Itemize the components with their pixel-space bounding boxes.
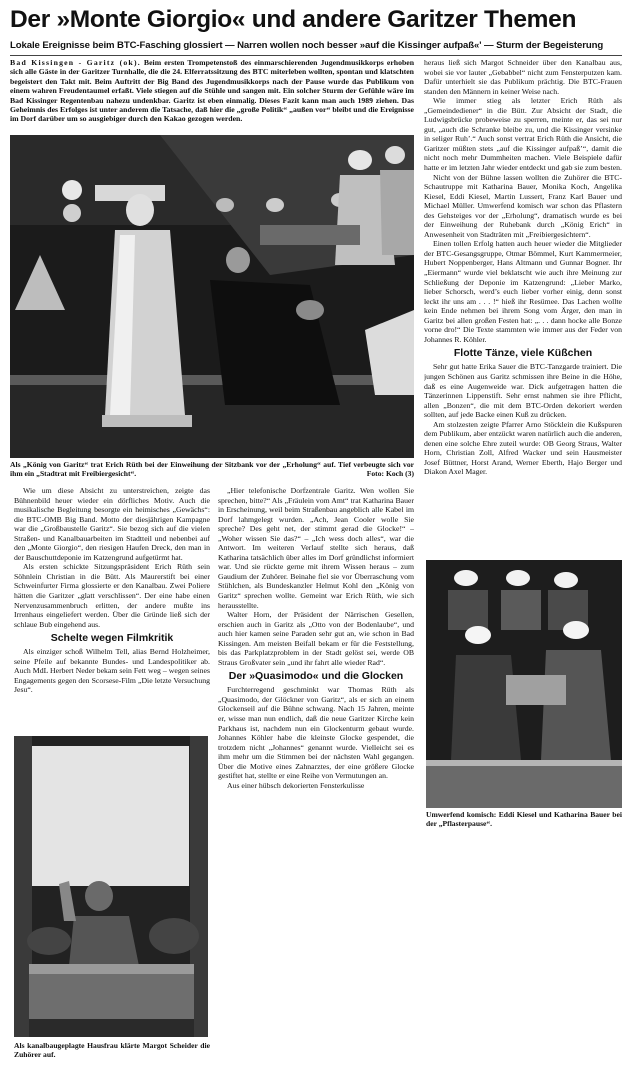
col1-paragraph: Als einziger schoß Wilhelm Tell, alias Bernd Holzheimer, seine Pfeile auf bekannte Bundes- und Landespolitiker ab. Auch MdL Herbert Neder bekam sein Fett weg – wegen seines Engagements gegen den Scorsese-Film „Die letzte Versuchung Jesu“. (14, 647, 210, 695)
bottom-left-caption-text: Als kanalbaugeplagte Hausfrau klärte Margot Scheider die Zuhörer auf. (14, 1041, 210, 1060)
right-caption-text: Umwerfend komisch: Eddi Kiesel und Katharina Bauer bei der „Pflasterpause“. (426, 810, 622, 829)
col3-paragraph: Nicht von der Bühne lassen wollten die Zuhörer die BTC-Schautruppe mit Katharina Bauer, Monika Koch, Angelika Kiesel, Eddi Kiesel, Martin Lussert, Franz Karl Bauer und Michael Müller. Umwerfend komisch war schon das Pflastern des Gehsteiges vor der „Erholung“, dramatisch wurde es bei der Einweihung der Ruhebank durch „König Erich“ in Anwesenheit von Stadträten mit „Freibiergesichtern“. (424, 172, 622, 239)
col3-paragraph: Am stolzesten zeigte Pfarrer Arno Stöcklein die Kußspuren dem Publikum, aber entzückt waren natürlich auch die anderen, denen eine solche Ehre zuteil wurde: OB Georg Straus, Walter Horn, Christian Zoll, Alfred Wacker und sein Hausmeister Josef Büttner, Horst Arand, Werner Eberth, Hajo Berger und Diakon Axel Mager. (424, 419, 622, 477)
col3-paragraph: heraus ließ sich Margot Schneider über den Kanalbau aus, wobei sie vor lauter „Gebabbel“ nicht zum Fensterputzen kam. Dafür unterhielt sie das Publikum prächtig. Die BTC-Frauen standen den Männern in keiner Weise nach. (424, 58, 622, 96)
bottom-left-photo (14, 736, 208, 1037)
col2-subheading: Der »Quasimodo« und die Glocken (228, 670, 404, 683)
right-photo-caption (426, 810, 622, 832)
lead-paragraph (10, 58, 414, 136)
col1-paragraph: Wie um diese Absicht zu unterstreichen, zeigte das Bühnenbild heuer wieder ein dörfliches Motiv. Auch die musikalische Begleitung besorgte ein heimisches „Gewächs“: die BTC-OMB Big Band. Motto der diesjährigen Kampagne war die „Großbaustelle Garitz“. Sie bezog sich auf die vielen Straßen- und Kanalbauarbeiten im Stadtteil und nebenbei auf den „Monte Giorgio“, den riesigen Haufen Dreck, den man in der Bauschuttdeponie im Katzengrund aufgetürmt hat. (14, 486, 210, 562)
main-photo (10, 135, 414, 458)
bottom-left-caption (14, 1041, 210, 1063)
photo-credit: Foto: Koch (3) (366, 469, 414, 479)
col2-paragraph: Walter Horn, der Präsident der Närrischen Gesellen, erschien auch in Garitz als „Otto von der Bodenlaube“, und auch hier kamen seine Paraden sehr gut an, wie schon in Bad Kissingen. Am meisten Beifall bekam er für die Feststellung, bis das Parkplatzproblem in der Stadt gelöst sei, werde OB Straus Großvater sein „und ihr fahrt alle wieder Rad“. (218, 610, 414, 667)
col3-paragraph: Einen tollen Erfolg hatten auch heuer wieder die Mitglieder der BTC-Gesangsgruppe, Otmar Bömmel, Kurt Kammermeier, Hubert Noppenberger, Hans Altmann und Gunnar Bogner. Ihr „Eiermann“ wurde viel beklatscht wie auch ihre Meinung zur Schließung der Deponie im Katzengrund: „Lieber Marko, lieber Schorsch, werd’s euch lieber vorher einig, denn sonst leckt ihr uns am . . . !“ hieß ihr Resümee. Das Lachen wollte kein Ende nehmen bei ihrem Song vom Ärger, den man in Garitz bei allen großen Festen hat: „. . . dann hocke alle Bonze vorne dro!“ Die Texte stammten wie immer aus der Feder von Johannes R. Köhler. (424, 239, 622, 344)
column-1-text (14, 486, 210, 742)
main-caption-text: Als „König von Garitz“ trat Erich Rüth bei der Einweihung der Sitzbank vor der „Erholung“ auf. Tief verbeugte sich vor ihm ein „Stadtrat mit Freibiergesicht“. (10, 460, 414, 479)
column-3-text (424, 58, 622, 554)
col2-paragraph: Aus einer hübsch dekorierten Fensterkulisse (227, 780, 365, 790)
lead-text: Beim ersten Trompetenstoß des einmarschierenden Jugendmusikkorps erhoben sich alle Gäste in der Garitzer Turnhalle, die die 24. Elferratssitzung des BTC miterleben wollten, spontan und klatschten begeistert den Takt mit. Beim Auftritt der Big Band des Jugendmusikkorps nach der Pause wurde das Publikum von einem wahren Freudentaumel erfaßt. Viele stiegen auf die Stühle und sangen mit. Ein solcher Sturm der Gefühle wäre im Bad Kissinger Regentenbau nahezu undenkbar. Garitz ist eben einmalig. Dieses Fazit kann man auch 1989 ziehen. Das Geheimnis des Erfolges ist unter anderem die Tatsache, daß hier die „große Politik“ „außen vor“ bleibt und die Ereignisse im Dorf darüber um so ausgiebiger durch den Kakao gezogen werden. (10, 58, 414, 124)
col1-paragraph: Als ersten schickte Sitzungspräsident Erich Rüth sein Söhnlein Christian in die Bütt. Als Maurerstift bei einer Schweinfurter Firma glossierte er den Kanalbau. Zwei Poliere hätten die Garitzer „glatt verschlissen“. Der eine habe einen Nervenzusammenbruch erlitten, der andere mußte ins Irrenhaus eingeliefert werden. Über die Gründe ließ sich der schlaue Bub eingehend aus. (14, 562, 210, 629)
window-scene-image (14, 736, 208, 1037)
divider (10, 55, 622, 56)
dateline: Bad Kissingen - Garitz (ok). (10, 58, 141, 67)
right-photo (426, 560, 622, 808)
col3-paragraph: Sehr gut hatte Erika Sauer die BTC-Tanzgarde trainiert. Die jungen Schönen aus Garitz schmissen ihre Beine in die Höhe, daß es eine Augenweide war. Dick aufgetragen hatten die Tänzerinnen Lippenstift. Sehr ernst nahmen sie ihre Pflicht, allen „Bonzen“, die mit dem BTC-Orden dekoriert werden sollten, auf jede Backe einen Kuß zu drücken. (424, 362, 622, 420)
headline: Der »Monte Giorgio« und andere Garitzer Themen (10, 6, 577, 33)
main-photo-caption (10, 460, 414, 482)
col2-paragraph: „Hier telefonische Dorfzentrale Garitz. Wen wollen Sie sprechen, bitte?“ Als „Fräulein vom Amt“ trat Katharina Bauer in Erscheinung, weil beim Straßenbau angeblich alle Kabel im Dorf lahmgelegt wurden. „Ach, Jean Cooler wolle Sie spreche? Des geht net, der stimmt gerad die Glocke!“ – „Woher wissen Sie das?“ – „Ich wess doch alles“, war die Antwort. Im weiteren Verlauf stellte sich heraus, daß Katharina tatsächlich über alles im Dorf gründlichst informiert war. Und sie rückte gerne mit ihrem Wissen heraus – zum Gaudium der Zuhörer. Beinahe fiel sie vor Überraschung vom Stühlchen, als Bundeskanzler Helmut Kohl den „König von Garitz“ sprechen wollte. Gemeint war Erich Rüth, wie sich herausstellte. (218, 486, 414, 610)
col1-subheading: Schelte wegen Filmkritik (50, 632, 174, 645)
pflasterpause-scene-image (426, 560, 622, 808)
col3-paragraph: Wie immer stieg als letzter Erich Rüth als „Gemeindediener“ in die Bütt. Zur Absicht der Stadt, die Ludwigsbrücke probeweise zu sperren, meinte er, das sei nur gut, „auch die Schranke bleibe zu, und die Kissinger versinke in seliger Ruh’.“ Auch sonst vertrat Erich Rüth die Ansicht, die Garitzer müßten stets „auf die Kissinger aufpaß’“, damit die nicht noch mehr Dummheiten machen. Viele Beispiele dafür hatte er im letzten Jahr wieder entdeckt und gab sie zum besten. (424, 96, 622, 173)
stage-scene-image (10, 135, 414, 458)
col3-subheading: Flotte Tänze, viele Küßchen (453, 347, 593, 360)
col2-paragraph: Furchterregend geschminkt war Thomas Rüth als „Quasimodo, der Glöckner von Garitz“, als er sich an einem Glockenseil auf die Bühne schwang. Nach 15 Jahren, meinte er, wisse man nun endlich, daß die neue Garitzer Kirche kein Parkhaus ist, nachdem nun ein Glockenturm gebaut wurde. Johannes Köhler habe die kleinste Glocke gespendet, die trotzdem nicht „Johannes“ genannt wurde. Vielleicht sei es ihm mehr um die Stimmen bei der nächsten Wahl gegangen. Über die Motive eines Zahnarztes, der eine größere Glocke gestiftet hat, stellte er eine Reihe von Vermutungen an. (218, 685, 414, 781)
subheadline: Lokale Ereignisse beim BTC-Fasching glossiert — Narren wollen noch besser »auf die Kissinger aufpaß«' — Sturm der Begeisterung (10, 40, 604, 51)
column-2-text (218, 486, 414, 1041)
